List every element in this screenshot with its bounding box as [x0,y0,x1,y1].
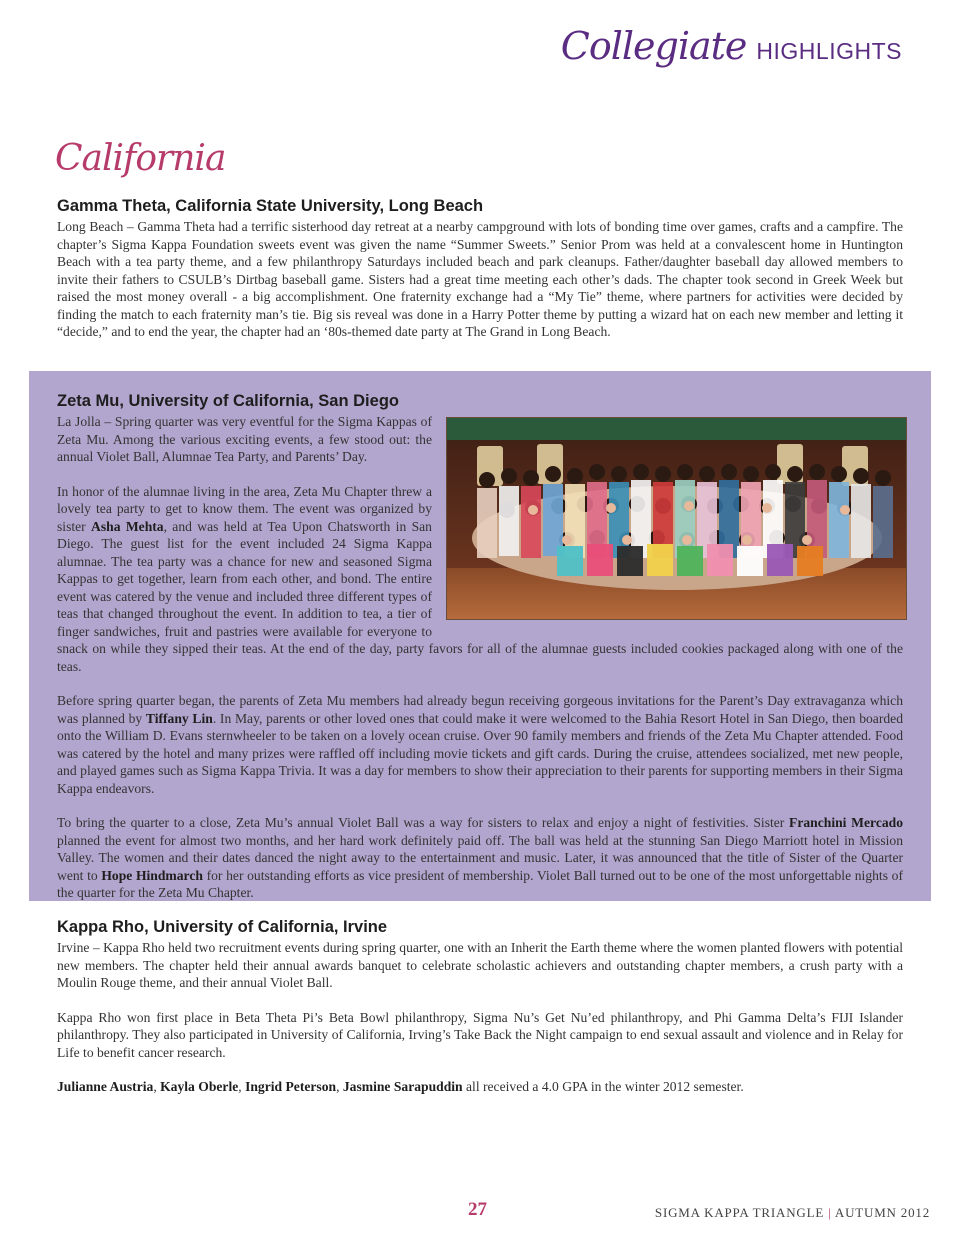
zeta-paragraph-4 [57,814,903,902]
member-name: Julianne Austria [57,1079,154,1094]
footer-separator: | [828,1205,832,1220]
group-photo [446,417,907,620]
kappa-paragraph-2: Kappa Rho won first place in Beta Theta Pi’s Beta Bowl philanthropy, Sigma Nu’s Get Nu’ed philanthropy, and Phi Gamma Delta’s FIJI Islander philanthropy. They also participated in University of California, Irving’s Take Back the Night campaign to end sexual assault and violence and in Relay for Life to benefit cancer research. [57,1009,903,1060]
text-run: , [238,1079,246,1094]
text-run: all received a 4.0 GPA in the winter 2012 semester. [462,1079,744,1094]
header-caps-word: HIGHLIGHTS [756,38,902,64]
chapter-title: Zeta Mu, University of California, San Diego [57,392,399,410]
publication-name: SIGMA KAPPA TRIANGLE [654,1205,825,1220]
chapter-zeta-mu [57,392,903,902]
publication-footer [655,1205,930,1221]
chapter-kappa-rho [57,918,903,1096]
page-number: 27 [468,1199,487,1220]
chapter-title: Gamma Theta, California State University, Long Beach [57,197,484,215]
text-run: In honor of the alumnae living in the area, Zeta Mu Chapter threw a lovely tea party to get to know them. The event was organized by sister [57,483,432,534]
kappa-paragraph-3 [57,1078,903,1096]
kappa-paragraph-1: Irvine – Kappa Rho held two recruitment events during spring quarter, one with an Inherit the Earth theme where the women planted flowers with potential new members. The chapter held their annual awards banquet to celebrate scholastic achievers and outstanding chapter members, a crush party with a Moulin Rouge theme, and their annual Violet Ball. [57,940,903,990]
member-name: Hope Hindmarch [101,867,203,883]
text-run: , and was held at Tea Upon Chatsworth in San Diego. The guest list for the event included 24 Sigma Kappa alumnae. The tea party was a chance for new and seasoned Sigma Kappas to get together, learn from each other, and bond. The entire event was catered by the venue and included three different types of teas that changed throughout the event. In addition to tea, a tier of finger sandwiches, fruit and pastries were available for everyone to snack on while they sipped their teas. At the end of the day, party favors for all of the alumnae guests included cookies packaged along with one of the teas. [57,518,903,674]
text-run: To bring the quarter to a close, Zeta Mu’s annual Violet Ball was a way for sisters to relax and enjoy a night of festivities. Sister [57,815,790,830]
text-run: , [153,1079,161,1094]
text-run: for her outstanding efforts as vice president of membership. Violet Ball turned out to be one of the most unforgettable nights of the quarter for the Zeta Mu Chapter. [57,867,903,900]
member-name: Franchini Mercado [789,815,904,830]
member-name: Tiffany Lin [145,710,213,726]
text-run: . In May, parents or other loved ones that could make it were welcomed to the Bahia Resort Hotel in San Diego, then boarded onto the William D. Evans sternwheeler to be taken on a lovely ocean cruise. Over 90 family members and friends of the Zeta Mu Chapter attended. Food was catered by the hotel and many prizes were raffled off including movie tickets and gift cards. During the cruise, attendees socialized, met new people, and played games such as Sigma Kappa Trivia. It was a day for members to show their appreciation to their parents for supporting members in their Sigma Kappa endeavors. [57,710,903,796]
member-name: Ingrid Peterson [245,1079,337,1094]
issue-label: AUTUMN 2012 [834,1205,930,1220]
chapter-body: Long Beach – Gamma Theta had a terrific sisterhood day retreat at a nearby campground with lots of bonding time over games, crafts and a campfire. The chapter’s Sigma Kappa Foundation sweets event was given the name “Summer Sweets.” Senior Prom was held at a convalescent home in Huntington Beach with a tea party theme, and a few philanthropy Saturdays included beach and park cleanups. Father/daughter baseball day allowed members to invite their fathers to CSULB’s Dirtbag baseball game. Sisters had a great time meeting each other’s dads. The chapter took second in Greek Week but raised the most money overall - a big accomplishment. One fraternity exchange had a “My Tie” theme, where partners for activities were decided by finding the match to each fraternity man’s tie. Big sis reveal was done in a Harry Potter theme by putting a wizard hat on each new member and letting it “decide,” and to end the year, the chapter had an ‘80s-themed date party at The Grand in Long Beach. [57,219,903,339]
member-name: Kayla Oberle [160,1079,239,1094]
chapter-title: Kappa Rho, University of California, Irvine [57,918,388,936]
zeta-paragraph-3 [57,692,903,797]
member-name: Jasmine Sarapuddin [342,1079,463,1094]
zeta-paragraph-1: La Jolla – Spring quarter was very eventful for the Sigma Kappas of Zeta Mu. Among the various exciting events, a few stood out: the annual Violet Ball, Alumnae Tea Party, and Parents’ Day. [57,414,432,464]
header-script-word: Collegiate [560,24,747,68]
text-run: planned the event for almost two months, and her hard work definitely paid off. The ball was held at the stunning San Diego Marriott hotel in Mission Valley. The women and their dates danced the night away to the entertainment and music. Later, it was announced that the title of Sister of the Quarter went to [57,832,903,883]
page-header [561,24,902,68]
text-run: Before spring quarter began, the parents of Zeta Mu members had already begun receiving gorgeous invitations for the Parent’s Day extravaganza which was planned by [57,693,903,726]
member-name: Asha Mehta [91,518,164,534]
section-state-title: California [55,138,226,179]
text-run: , [336,1079,343,1094]
chapter-gamma-theta [57,197,903,341]
